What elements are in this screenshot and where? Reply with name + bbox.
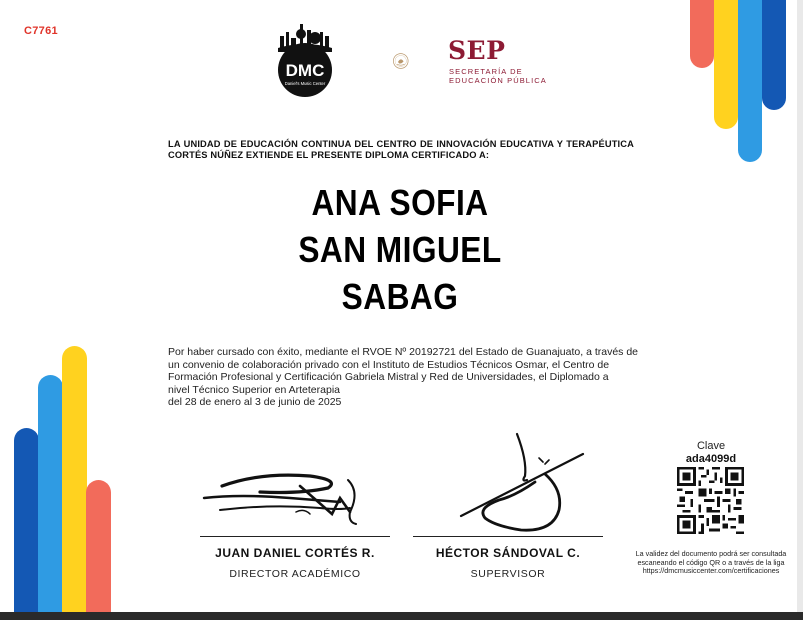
sep-subtitle-line2: EDUCACIÓN PÚBLICA [449, 76, 547, 85]
clave-label: Clave [696, 440, 726, 452]
sep-subtitle [449, 67, 547, 85]
sep-title: SEP [448, 36, 506, 65]
clave-value: ada4099d [685, 453, 737, 465]
sep-subtitle-line1: SECRETARÍA DE [449, 67, 523, 76]
body-line: un convenio de colaboración privado con el Instituto de Estudios Técnicos Osmar, el Centro de [168, 358, 610, 371]
dmc-logo-subtitle: Daniel's Music Center [284, 81, 326, 86]
certificate-body [168, 346, 668, 409]
right-edge-rule [797, 0, 803, 620]
dmc-logo [270, 18, 340, 100]
decor-bar-yellow-top [714, 0, 738, 129]
body-line: nivel Técnico Superior en Arteterapia [168, 383, 340, 396]
signature-director [200, 468, 380, 534]
decor-bar-sky-top [738, 0, 762, 162]
decor-bar-yellow-bottom [62, 346, 87, 620]
certificate-code: C7761 [24, 25, 58, 37]
signer-role-director: DIRECTOR ACADÉMICO [229, 568, 361, 580]
validity-line2: escaneando el código QR o a través de la liga [637, 557, 785, 567]
decor-bar-navy-bottom [14, 428, 39, 620]
body-line: del 28 de enero al 3 de junio de 2025 [168, 396, 342, 409]
recipient-name-line-2: SAN MIGUEL [298, 229, 502, 270]
recipient-name-line-1: ANA SOFIA [311, 182, 489, 223]
intro-statement: LA UNIDAD DE EDUCACIÓN CONTINUA DEL CENTRO DE INNOVACIÓN EDUCATIVA Y TERAPÉUTICA CORTÉS NÚÑEZ EXTIENDE EL PRESENTE DIPLOMA CERTIFICADO A: [168, 139, 634, 160]
bottom-edge-rule [0, 612, 803, 620]
signer-role-supervisor: SUPERVISOR [470, 568, 546, 580]
validity-note [622, 550, 800, 576]
recipient-name-line-3: SABAG [341, 276, 459, 317]
qr-code-icon[interactable] [677, 467, 744, 534]
decor-bar-sky-bottom [38, 375, 63, 620]
dmc-logo-letters: DMC [285, 61, 325, 80]
signer-name-supervisor: HÉCTOR SÁNDOVAL C. [435, 546, 581, 560]
body-line: Formación Profesional y Certificación Gabriela Mistral y Red de Universidades, el Diplomado a [168, 371, 609, 384]
decor-bar-navy-top [762, 0, 786, 110]
decor-bar-red-top [690, 0, 714, 68]
signature-line-director [200, 536, 390, 537]
decor-bar-red-bottom [86, 480, 111, 620]
validity-link[interactable]: https://dmcmusiccenter.com/certificaciones [642, 566, 780, 575]
sep-emblem-icon [392, 36, 448, 86]
body-line: Por haber cursado con éxito, mediante el RVOE Nº 20192721 del Estado de Guanajuato, a través de [168, 346, 639, 358]
signature-line-supervisor [413, 536, 603, 537]
validity-line1: La validez del documento podrá ser consultada [635, 549, 787, 558]
signer-name-director: JUAN DANIEL CORTÉS R. [215, 546, 375, 560]
signature-supervisor [455, 430, 585, 534]
